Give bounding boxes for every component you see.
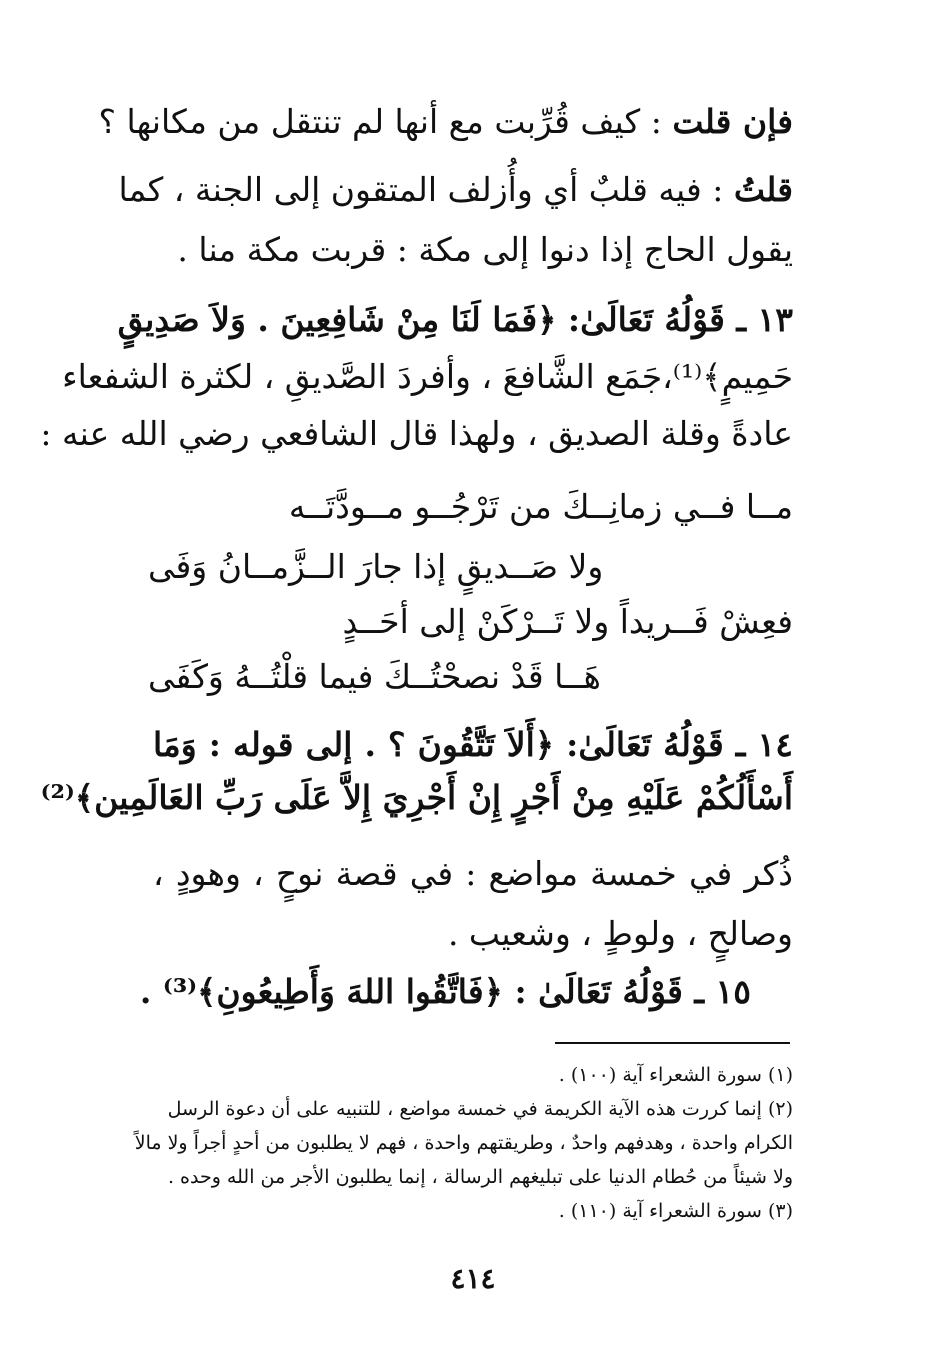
question-label: فإن قلت	[672, 102, 793, 141]
answer-label: قلتُ	[733, 170, 793, 209]
question-text: : كيف قُرِّبت مع أنها لم تنتقل من مكانها ؟	[98, 102, 662, 141]
poem-verse-1b: ولا صَــديقٍ إذا جارَ الــزَّمــانُ وَفَى	[148, 547, 604, 586]
section-15-heading: ١٥ ـ قَوْلُهُ تَعَالَىٰ : ﴿فَاتَّقُوا اللهَ وَأَطِيعُونِ﴾⁽³⁾ .	[139, 972, 751, 1011]
answer-continuation: يقول الحاج إذا دنوا إلى مكة : قربت مكة منا .	[177, 230, 793, 269]
footnote-2-line-1: (٢) إنما كررت هذه الآية الكريمة في خمسة مواضع ، للتنبيه على أن دعوة الرسل	[167, 1098, 793, 1120]
mention-line-2: وصالحٍ ، ولوطٍ ، وشعيب .	[447, 914, 793, 953]
footnote-1: (١) سورة الشعراء آية (١٠٠) .	[558, 1064, 793, 1086]
poem-verse-1a: مــا فــي زمانِــكَ من تَرْجُــو مــودَّتَــه	[288, 487, 793, 526]
section-13-text-1: حَمِيمٍ﴾⁽¹⁾،جَمَع الشَّافعَ ، وأفردَ الصَّديقِ ، لكثرة الشفعاء	[62, 357, 793, 396]
footnote-3: (٣) سورة الشعراء آية (١١٠) .	[558, 1200, 793, 1222]
mention-line-1: ذُكر في خمسة مواضع : في قصة نوحٍ ، وهودٍ ،	[153, 854, 793, 893]
poem-verse-2a: فعِشْ فَــريداً ولا تَــرْكَنْ إلى أحَــدٍ	[342, 602, 793, 641]
section-13-text-2: عادةً وقلة الصديق ، ولهذا قال الشافعي رضي الله عنه :	[40, 414, 793, 453]
section-14-verse: أَسْأَلُكُمْ عَلَيْهِ مِنْ أَجْرٍ إِنْ أَجْرِيَ إِلاَّ عَلَى رَبِّ العَالَمِين﴾⁽²⁾	[40, 778, 793, 817]
section-14-heading: ١٤ ـ قَوْلُهُ تَعَالَىٰ: ﴿أَلاَ تَتَّقُونَ ؟ . إلى قوله : وَمَا	[153, 725, 793, 764]
page-number: ٤١٤	[450, 1262, 496, 1295]
answer-text: : فيه قلبٌ أي وأُزلف المتقون إلى الجنة ، كما	[118, 170, 724, 209]
footnote-2-line-2: الكرام واحدة ، وهدفهم واحدٌ ، وطريقتهم واحدة ، فهم لا يطلبون من أحدٍ أجراً ولا مالاً	[134, 1132, 793, 1154]
section-13-heading: ١٣ ـ قَوْلُهُ تَعَالَىٰ: ﴿فَمَا لَنَا مِنْ شَافِعِينَ . وَلاَ صَدِيقٍ	[117, 300, 793, 339]
footnote-separator	[555, 1042, 790, 1044]
answer-line	[118, 168, 793, 212]
footnote-2-line-3: ولا شيئاً من حُطام الدنيا على تبليغهم الرسالة ، إنما يطلبون الأجر من الله وحده .	[167, 1166, 793, 1188]
question-line	[98, 100, 793, 144]
poem-verse-2b: هَــا قَدْ نصحْتُــكَ فيما قلْتُــهُ وَكَفَى	[148, 657, 601, 696]
